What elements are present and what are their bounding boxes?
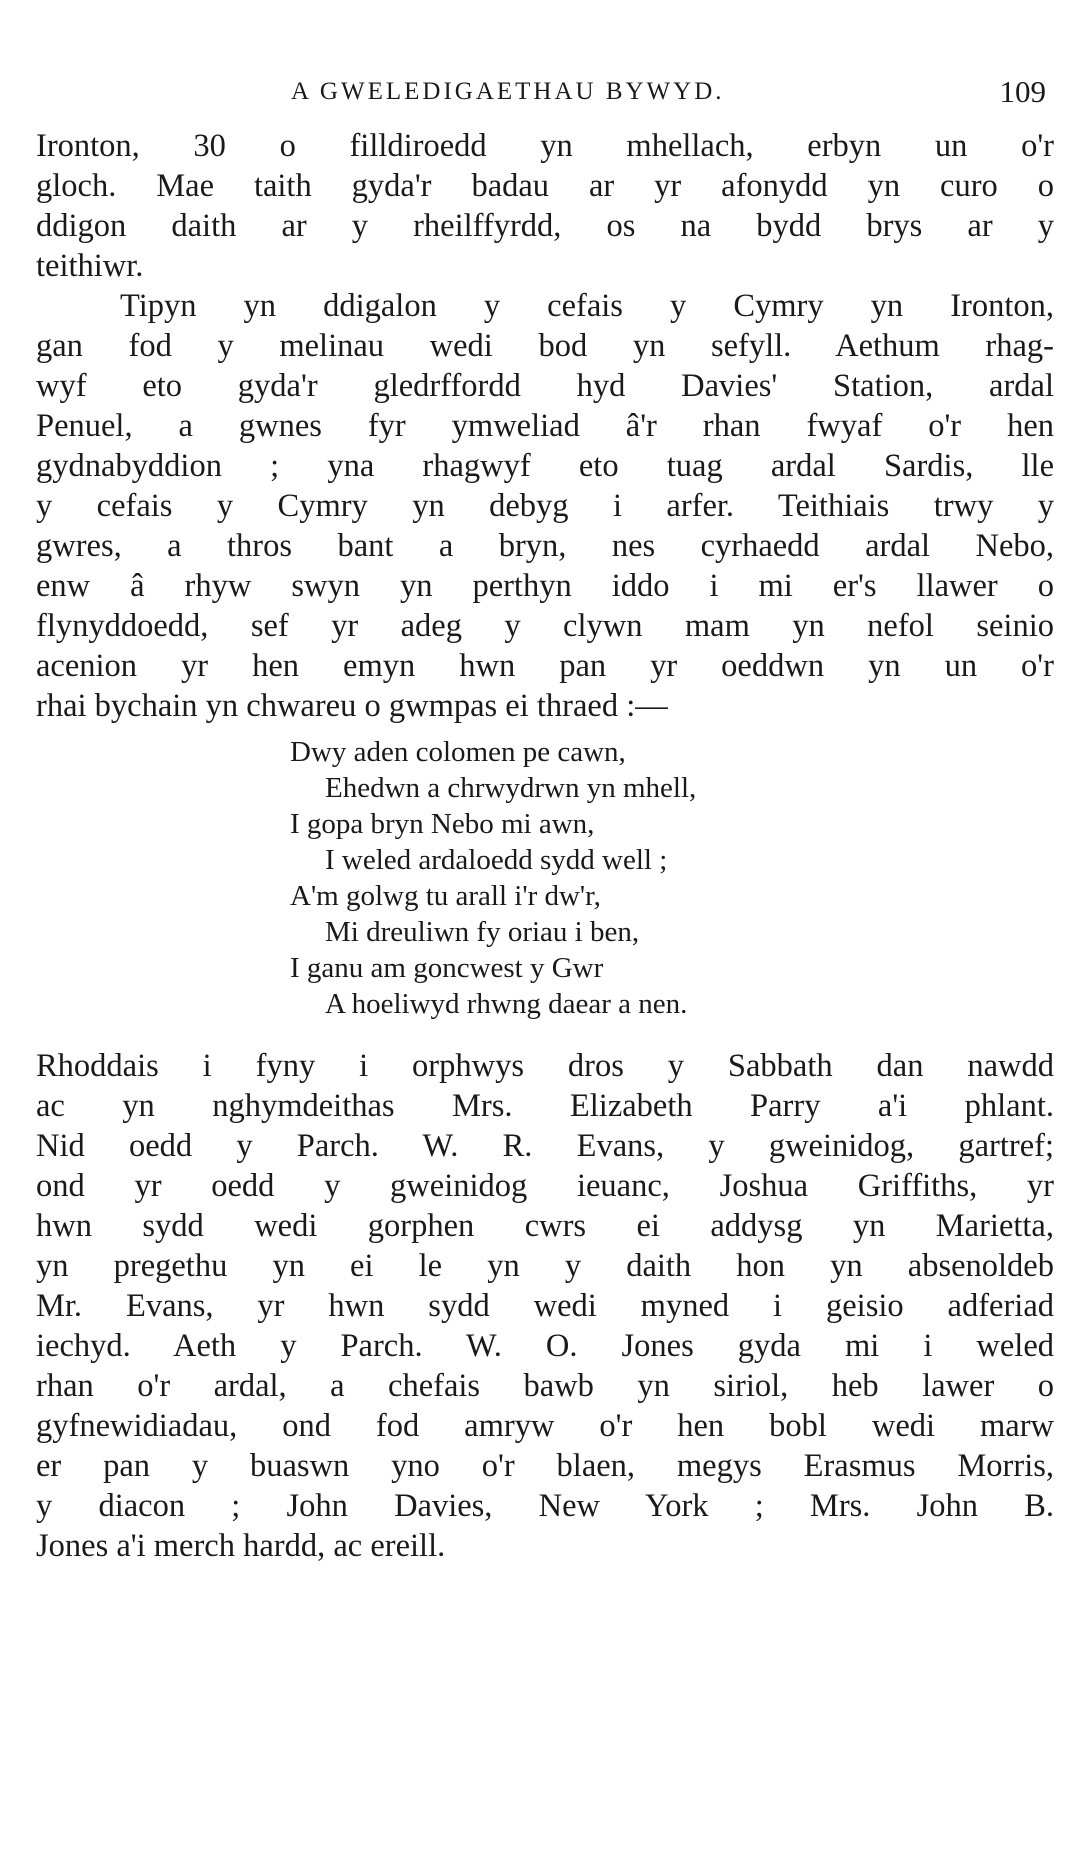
verse-line: I gopa bryn Nebo mi awn, bbox=[290, 808, 595, 840]
verse-line: Ehedwn a chrwydrwn yn mhell, bbox=[325, 772, 697, 804]
page-header bbox=[36, 74, 1054, 118]
verse-line: A'm golwg tu arall i'r dw'r, bbox=[290, 880, 601, 912]
text-line: ac yn nghymdeithas Mrs. Elizabeth Parry a'i phlant. bbox=[36, 1088, 1054, 1124]
text-line: ddigon daith ar y rheilffyrdd, os na bydd brys ar y bbox=[36, 208, 1054, 244]
page-number: 109 bbox=[999, 74, 1046, 109]
text-line: teithiwr. bbox=[36, 248, 144, 284]
text-line: Tipyn yn ddigalon y cefais y Cymry yn Ironton, bbox=[120, 288, 1054, 324]
verse-line: Dwy aden colomen pe cawn, bbox=[290, 736, 626, 768]
text-line: gydnabyddion ; yna rhagwyf eto tuag ardal Sardis, lle bbox=[36, 448, 1054, 484]
text-line: Rhoddais i fyny i orphwys dros y Sabbath dan nawdd bbox=[36, 1048, 1054, 1084]
text-line: acenion yr hen emyn hwn pan yr oeddwn yn un o'r bbox=[36, 648, 1054, 684]
text-line: enw â rhyw swyn yn perthyn iddo i mi er's llawer o bbox=[36, 568, 1054, 604]
text-line: rhai bychain yn chwareu o gwmpas ei thraed :— bbox=[36, 688, 668, 724]
text-line: wyf eto gyda'r gledrffordd hyd Davies' Station, ardal bbox=[36, 368, 1054, 404]
text-line: flynyddoedd, sef yr adeg y clywn mam yn nefol seinio bbox=[36, 608, 1054, 644]
text-line: gyfnewidiadau, ond fod amryw o'r hen bobl wedi marw bbox=[36, 1408, 1054, 1444]
text-line: iechyd. Aeth y Parch. W. O. Jones gyda mi i weled bbox=[36, 1328, 1054, 1364]
text-line: Penuel, a gwnes fyr ymweliad â'r rhan fwyaf o'r hen bbox=[36, 408, 1054, 444]
text-line: y cefais y Cymry yn debyg i arfer. Teithiais trwy y bbox=[36, 488, 1054, 524]
text-line: Ironton, 30 o filldiroedd yn mhellach, erbyn un o'r bbox=[36, 128, 1054, 164]
running-title: A GWELEDIGAETHAU BYWYD. bbox=[291, 78, 725, 105]
verse-line: Mi dreuliwn fy oriau i ben, bbox=[325, 916, 640, 948]
text-line: er pan y buaswn yno o'r blaen, megys Erasmus Morris, bbox=[36, 1448, 1054, 1484]
text-line: y diacon ; John Davies, New York ; Mrs. John B. bbox=[36, 1488, 1054, 1524]
text-line: Mr. Evans, yr hwn sydd wedi myned i geisio adferiad bbox=[36, 1288, 1054, 1324]
verse-line: I ganu am goncwest y Gwr bbox=[290, 952, 604, 984]
text-line: gan fod y melinau wedi bod yn sefyll. Aethum rhag- bbox=[36, 328, 1054, 364]
verse-line: A hoeliwyd rhwng daear a nen. bbox=[325, 988, 688, 1020]
text-line: hwn sydd wedi gorphen cwrs ei addysg yn Marietta, bbox=[36, 1208, 1054, 1244]
text-line: Jones a'i merch hardd, ac ereill. bbox=[36, 1528, 446, 1564]
text-line: yn pregethu yn ei le yn y daith hon yn absenoldeb bbox=[36, 1248, 1054, 1284]
text-line: Nid oedd y Parch. W. R. Evans, y gweinidog, gartref; bbox=[36, 1128, 1054, 1164]
text-line: gloch. Mae taith gyda'r badau ar yr afonydd yn curo o bbox=[36, 168, 1054, 204]
text-line: ond yr oedd y gweinidog ieuanc, Joshua Griffiths, yr bbox=[36, 1168, 1054, 1204]
text-line: gwres, a thros bant a bryn, nes cyrhaedd ardal Nebo, bbox=[36, 528, 1054, 564]
text-line: rhan o'r ardal, a chefais bawb yn siriol, heb lawer o bbox=[36, 1368, 1054, 1404]
verse-line: I weled ardaloedd sydd well ; bbox=[325, 844, 668, 876]
